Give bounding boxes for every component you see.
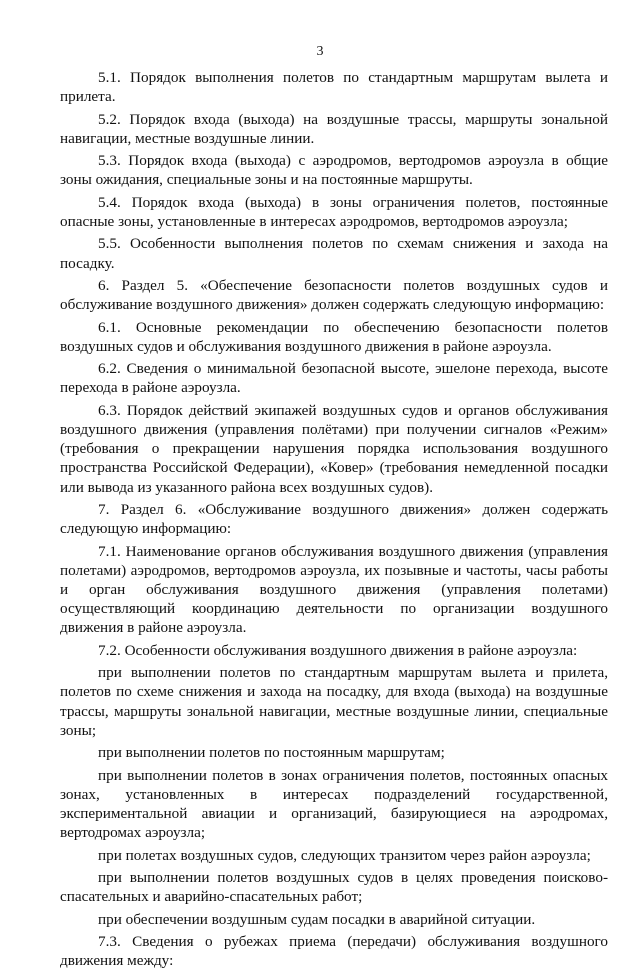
document-body: [60, 68, 608, 974]
list-item-standard-routes: при выполнении полетов по стандартным маршрутам вылета и прилета, полетов по схеме снижения и захода на посадку, для входа (выхода) на воздушные трассы, маршруты зональной навигации, местные воздушные линии, специальные зоны;: [60, 664, 608, 739]
paragraph-6-2: 6.2. Сведения о минимальной безопасной высоте, эшелоне перехода, высоте перехода в районе аэроузла.: [60, 360, 608, 397]
paragraph-5-4: 5.4. Порядок входа (выхода) в зоны ограничения полетов, постоянные опасные зоны, установленные в интересах аэродромов, вертодромов аэроузла;: [60, 193, 608, 230]
paragraph-7: 7. Раздел 6. «Обслуживание воздушного движения» должен содержать следующую информацию:: [60, 500, 608, 538]
page-number: 3: [316, 44, 324, 59]
paragraph-5-2: 5.2. Порядок входа (выхода) на воздушные трассы, маршруты зональной навигации, местные воздушные линии.: [60, 110, 608, 147]
paragraph-5-5: 5.5. Особенности выполнения полетов по схемам снижения и захода на посадку.: [60, 235, 608, 272]
paragraph-5-1: 5.1. Порядок выполнения полетов по стандартным маршрутам вылета и прилета.: [60, 69, 608, 106]
list-item-search-rescue: при выполнении полетов воздушных судов в целях проведения поисково-спасательных и аварийно-спасательных работ;: [60, 868, 608, 906]
paragraph-6-3: 6.3. Порядок действий экипажей воздушных судов и органов обслуживания воздушного движения (управления полётами) при получении сигналов «Режим» (требования о прекращении нарушения порядка использования воздушного пространства Российской Федерации), «Ковер» (требования немедленной посадки или вывода из указанного района всех воздушных судов).: [60, 401, 608, 496]
paragraph-6: 6. Раздел 5. «Обеспечение безопасности полетов воздушных судов и обслуживание воздушного движения» должен содержать следующую информацию:: [60, 276, 608, 314]
paragraph-7-1: 7.1. Наименование органов обслуживания воздушного движения (управления полетами) аэродромов, вертодромов аэроузла, их позывные и частоты, часы работы и орган обслуживания воздушного движения (управления полетами) осуществляющий координацию деятельности по организации воздушного движения в районе аэроузла.: [60, 542, 608, 637]
paragraph-7-2: 7.2. Особенности обслуживания воздушного движения в районе аэроузла:: [98, 641, 578, 659]
list-item-permanent-routes: при выполнении полетов по постоянным маршрутам;: [98, 744, 445, 762]
paragraph-5-3: 5.3. Порядок входа (выхода) с аэродромов, вертодромов аэроузла в общие зоны ожидания, специальные зоны и на постоянные маршруты.: [60, 152, 608, 189]
list-item-transit-flights: при полетах воздушных судов, следующих транзитом через район аэроузла;: [98, 846, 591, 864]
paragraph-6-1: 6.1. Основные рекомендации по обеспечению безопасности полетов воздушных судов и обслуживания воздушного движения в районе аэроузла.: [60, 318, 608, 355]
list-item-emergency-landing: при обеспечении воздушным судам посадки в аварийной ситуации.: [98, 910, 536, 928]
paragraph-7-3: 7.3. Сведения о рубежах приема (передачи) обслуживания воздушного движения между:: [60, 932, 608, 970]
list-item-restricted-zones: при выполнении полетов в зонах ограничения полетов, постоянных опасных зонах, установленных в интересах подразделений государственной, экспериментальной авиации и организаций, базирующиеся на аэродромах, вертодромах аэроузла;: [60, 766, 608, 842]
